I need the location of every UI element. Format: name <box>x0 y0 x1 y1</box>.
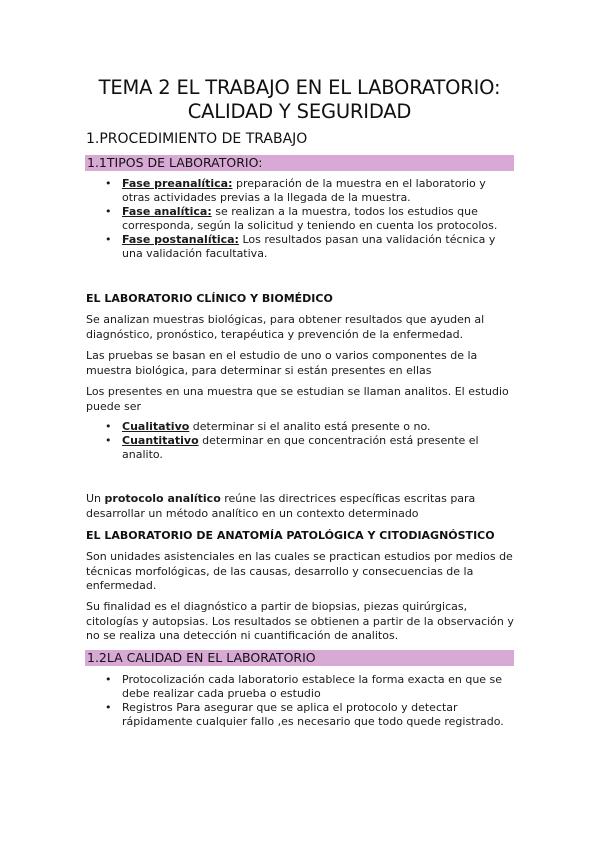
fase-term: Fase preanalítica: <box>122 177 233 190</box>
list-item <box>86 434 516 462</box>
estudio-text: determinar en que concentración está presente el analito. <box>122 434 479 461</box>
bullet-icon: • <box>105 233 112 246</box>
fase-term: Fase postanalítica: <box>122 233 239 246</box>
fase-text: preparación de la muestra en el laboratorio y otras actividades previas a la llegada de la muestra. <box>122 177 486 204</box>
bullet-icon: • <box>105 701 112 714</box>
list-item <box>86 177 516 205</box>
fases-list <box>86 177 516 261</box>
document-title <box>0 76 599 124</box>
fase-term: Fase analítica: <box>122 205 212 218</box>
protocolo-term: protocolo analítico <box>104 492 221 505</box>
subsection-heading-tipos: 1.1TIPOS DE LABORATORIO: <box>85 155 514 171</box>
calidad-text: Registros Para asegurar que se aplica el protocolo y detectar rápidamente cualquier fallo ,es necesario que todo quede registrado. <box>122 701 504 728</box>
bullet-icon: • <box>105 673 112 686</box>
calidad-text: Protocolización cada laboratorio establece la forma exacta en que se debe realizar cada prueba o estudio <box>122 673 503 700</box>
list-item <box>86 205 516 233</box>
list-item <box>86 673 516 701</box>
bullet-icon: • <box>105 177 112 190</box>
paragraph-clinico-2: Las pruebas se basan en el estudio de uno o varios componentes de la muestra biológica, para determinar si están presentes en ellas <box>86 349 478 377</box>
paragraph-anatomia-1: Son unidades asistenciales en las cuales se practican estudios por medios de técnicas morfológicas, de las causas, desarrollo y consecuencias de la enfermedad. <box>86 550 513 592</box>
paragraph-anatomia-2: Su finalidad es el diagnóstico a partir de biopsias, piezas quirúrgicas, citologías y autopsias. Los resultados se obtienen a partir de la observación y no se realiza una detección ni cuantificación de analitos. <box>86 600 514 642</box>
estudio-term: Cuantitativo <box>122 434 199 447</box>
bullet-icon: • <box>105 205 112 218</box>
protocolo-post: reúne las directrices específicas escritas para desarrollar un método analítico en un contexto determinado <box>86 492 476 520</box>
bullet-icon: • <box>105 420 112 433</box>
title-line-2: CALIDAD Y SEGURIDAD <box>187 100 412 123</box>
calidad-list <box>86 673 516 729</box>
list-item <box>86 701 516 729</box>
list-item <box>86 420 516 434</box>
bullet-icon: • <box>105 434 112 447</box>
title-line-1: TEMA 2 EL TRABAJO EN EL LABORATORIO: <box>98 76 501 99</box>
heading-anatomia-patologica: EL LABORATORIO DE ANATOMÍA PATOLÓGICA Y CITODIAGNÓSTICO <box>86 529 495 542</box>
paragraph-clinico-1: Se analizan muestras biológicas, para obtener resultados que ayuden al diagnóstico, pronóstico, terapéutica y prevención de la enfermedad. <box>86 313 485 341</box>
estudio-text: determinar si el analito está presente o no. <box>189 420 431 433</box>
paragraph-protocolo <box>86 492 516 521</box>
section-heading-procedimiento: 1.PROCEDIMIENTO DE TRABAJO <box>86 131 308 147</box>
paragraph-clinico-3: Los presentes en una muestra que se estudian se llaman analitos. El estudio puede ser <box>86 385 509 413</box>
fase-text: se realizan a la muestra, todos los estudios que corresponda, según la solicitud y teniendo en cuenta los protocolos. <box>122 205 498 232</box>
list-item <box>86 233 516 261</box>
protocolo-pre: Un <box>86 492 105 505</box>
subsection-heading-calidad: 1.2LA CALIDAD EN EL LABORATORIO <box>85 650 514 666</box>
heading-laboratorio-clinico: EL LABORATORIO CLÍNICO Y BIOMÉDICO <box>86 292 333 305</box>
fase-text: Los resultados pasan una validación técnica y una validación facultativa. <box>122 233 496 260</box>
tipos-estudio-list <box>86 420 516 462</box>
estudio-term: Cualitativo <box>122 420 190 433</box>
